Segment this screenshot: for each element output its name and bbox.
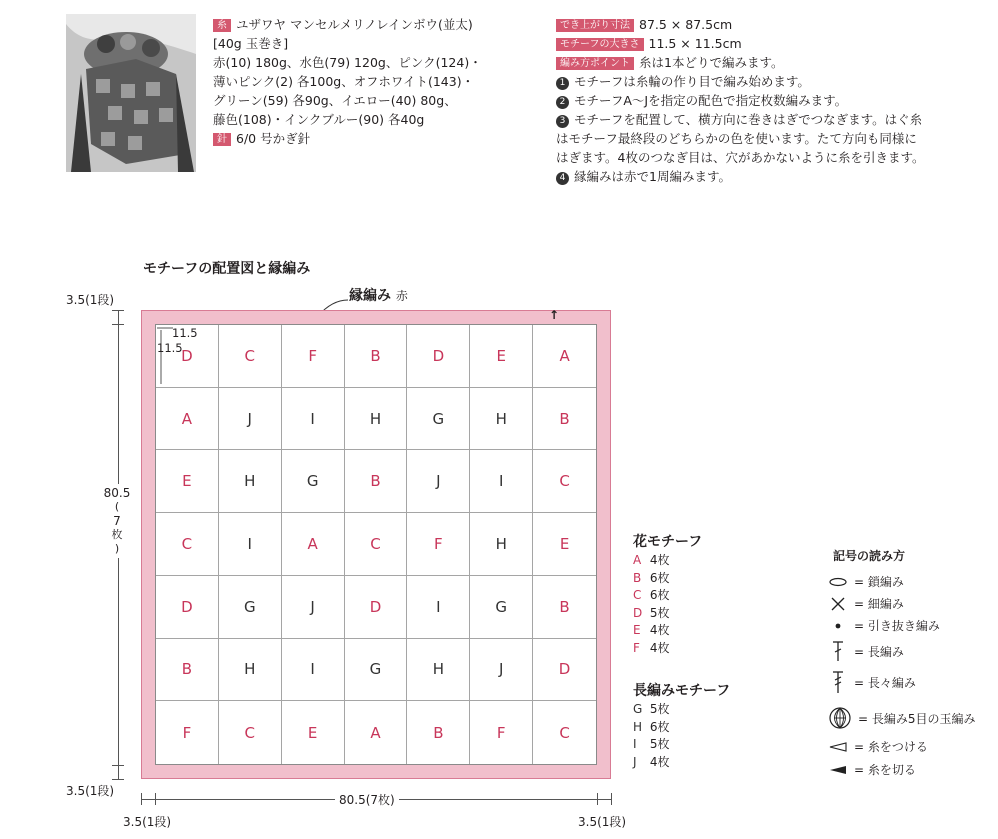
materials-block	[213, 15, 482, 148]
step-number-icon: 3	[556, 115, 569, 128]
motif-cell	[219, 388, 282, 451]
border-color-label: 赤	[395, 289, 408, 303]
motif-cell	[156, 701, 219, 764]
width-dimension-label: 80.5(7枚)	[335, 791, 399, 808]
motif-cell	[156, 450, 219, 513]
dim-tick	[597, 793, 598, 805]
motif-count-f	[633, 640, 669, 658]
chain-stitch-icon	[828, 575, 848, 589]
symbol-text: = 鎖編み	[854, 575, 904, 589]
height-count: 7	[113, 514, 121, 528]
motif-letter: A	[559, 346, 570, 365]
motif-cell	[282, 513, 345, 576]
symbol-text: = 細編み	[854, 597, 904, 611]
motif-letter: C	[244, 723, 256, 742]
motif-count: 5枚	[649, 702, 670, 716]
step-3	[556, 110, 924, 129]
motif-cell	[533, 450, 596, 513]
symbol-text: = 糸をつける	[854, 740, 928, 754]
motif-cell	[407, 576, 470, 639]
step-text: モチーフを配置して、横方向に巻きはぎでつなぎます。はぐ糸	[574, 112, 923, 127]
step-text: 縁編みは赤で1周編みます。	[574, 169, 731, 184]
motif-cell	[345, 576, 408, 639]
symbol-double	[828, 640, 904, 662]
popcorn-stitch-icon	[828, 706, 852, 730]
motif-count-h	[633, 719, 669, 737]
motif-letter: D	[181, 346, 193, 365]
motif-cell	[219, 639, 282, 702]
motif-letter: H	[633, 719, 643, 734]
motif-letter: F	[308, 346, 317, 365]
motif-cell	[345, 513, 408, 576]
finished-size-value: 87.5 × 87.5cm	[639, 17, 733, 32]
motif-letter: I	[498, 472, 504, 491]
motif-letter: C	[559, 723, 570, 742]
step-number-icon: 4	[556, 172, 569, 185]
motif-dim-horizontal: 11.5	[172, 326, 198, 340]
motif-cell	[470, 576, 533, 639]
single-crochet-icon	[828, 597, 848, 611]
motif-letter: A	[181, 409, 193, 428]
finished-size-line	[556, 15, 924, 34]
motif-count-d	[633, 605, 669, 623]
height-dimension-label	[100, 484, 134, 558]
needle-tag: 針	[213, 133, 231, 146]
motif-size-line	[556, 34, 924, 53]
motif-letter: C	[181, 534, 193, 553]
height-count-close: )	[114, 542, 120, 555]
motif-letter: B	[633, 570, 642, 585]
motif-letter: G	[633, 702, 643, 716]
motif-letter: C	[559, 472, 570, 491]
motif-count-g	[633, 701, 669, 719]
dim-tick	[155, 793, 156, 805]
motif-count-c	[633, 587, 669, 605]
points-lead: 糸は1本どりで編みます。	[639, 55, 784, 70]
motif-letter: H	[369, 409, 382, 428]
motif-letter: H	[432, 660, 444, 679]
motif-cell	[470, 388, 533, 451]
points-tag: 編み方ポイント	[556, 57, 634, 70]
motif-count-j	[633, 754, 669, 772]
dim-tick	[112, 310, 124, 311]
motif-cell	[219, 576, 282, 639]
yarn-line	[213, 15, 482, 34]
left-edge-dimension: 3.5(1段)	[123, 815, 172, 829]
motif-letter: B	[370, 346, 381, 365]
motif-count-b	[633, 570, 669, 588]
motif-cell	[219, 513, 282, 576]
motif-letter: G	[243, 597, 256, 616]
border-label	[349, 285, 408, 305]
motif-cell	[282, 325, 345, 388]
double-crochet-icon	[828, 640, 848, 662]
symbol-join	[828, 738, 928, 755]
motif-count: 4枚	[649, 640, 670, 655]
motif-letter: C	[370, 534, 381, 553]
motif-letter: D	[369, 597, 382, 616]
instructions-block	[556, 15, 924, 186]
motif-letter: H	[495, 409, 507, 428]
symbol-chain	[828, 573, 904, 590]
symbol-text: = 引き抜き編み	[854, 619, 940, 633]
symbol-text: = 糸を切る	[854, 763, 916, 777]
motif-count: 4枚	[649, 553, 670, 567]
motif-cell	[219, 450, 282, 513]
dim-tick	[112, 779, 124, 780]
motif-letter: B	[181, 660, 193, 679]
motif-cell	[407, 513, 470, 576]
cut-yarn-icon	[828, 764, 848, 776]
motif-cell	[533, 513, 596, 576]
right-edge-dimension: 3.5(1段)	[578, 815, 627, 829]
symbol-cut	[828, 761, 916, 778]
motif-cell	[345, 388, 408, 451]
motif-cell	[282, 639, 345, 702]
yarn-colors-2: 薄いピンク(2) 各100g、オフホワイト(143)・	[213, 74, 475, 89]
motif-size-value: 11.5 × 11.5cm	[648, 36, 742, 51]
motif-letter: A	[370, 723, 381, 742]
motif-letter: D	[633, 605, 643, 620]
motif-letter: F	[496, 723, 506, 742]
motif-cell	[407, 701, 470, 764]
step-1	[556, 72, 924, 91]
motif-letter: F	[182, 723, 192, 742]
motif-count: 5枚	[649, 605, 670, 620]
motif-cell	[470, 450, 533, 513]
symbol-popcorn	[828, 706, 976, 730]
dim-tick	[112, 765, 124, 766]
motif-cell	[470, 639, 533, 702]
step-text: モチーフは糸輪の作り目で編み始めます。	[574, 74, 810, 89]
motif-cell	[345, 325, 408, 388]
motif-cell	[533, 701, 596, 764]
yarn-ball-size: [40g 玉巻き]	[213, 36, 289, 51]
flower-motif-title: 花モチーフ	[633, 534, 703, 550]
motif-letter: I	[247, 534, 252, 553]
motif-letter: I	[310, 409, 315, 428]
symbol-treble	[828, 670, 916, 694]
top-edge-dimension: 3.5(1段)	[66, 293, 115, 307]
step-3-cont-2: はぎます。4枚のつなぎ目は、穴があかないように糸を引きます。	[556, 150, 925, 165]
motif-cell	[533, 325, 596, 388]
yarn-colors-3: グリーン(59) 各90g、イエロー(40) 80g、	[213, 93, 457, 108]
motif-letter: B	[433, 723, 444, 742]
motif-count: 6枚	[649, 719, 670, 734]
height-count-open: (	[114, 500, 120, 513]
motif-letter: H	[244, 660, 256, 679]
step-3-cont-1: はモチーフ最終段のどちらかの色を使います。たて方向も同様に	[556, 131, 917, 146]
motif-letter: G	[306, 472, 319, 491]
motif-dim-vertical: 11.5	[157, 341, 183, 355]
dim-tick	[611, 793, 612, 805]
motif-letter: E	[496, 346, 506, 365]
symbol-text: = 長編み	[854, 644, 904, 659]
motif-cell	[345, 639, 408, 702]
motif-count: 4枚	[649, 623, 670, 638]
motif-count: 6枚	[649, 588, 670, 603]
motif-cell	[282, 576, 345, 639]
bottom-edge-dimension: 3.5(1段)	[66, 784, 115, 798]
motif-letter: I	[436, 597, 441, 616]
motif-letter: J	[498, 660, 504, 679]
motif-cell	[156, 576, 219, 639]
slip-stitch-icon	[828, 619, 848, 633]
motif-letter: E	[633, 623, 641, 638]
finished-size-tag: でき上がり寸法	[556, 19, 634, 32]
yarn-tag: 糸	[213, 19, 231, 32]
motif-letter: C	[244, 346, 256, 365]
step-2	[556, 91, 924, 110]
long-motif-counts	[633, 701, 669, 771]
join-yarn-icon	[828, 741, 848, 753]
motif-letter: C	[633, 588, 642, 603]
height-unit: 枚	[111, 528, 123, 541]
symbols-title: 記号の読み方	[833, 549, 906, 563]
dim-tick	[141, 793, 142, 805]
motif-cell	[156, 388, 219, 451]
motif-letter: J	[633, 754, 637, 769]
step-4	[556, 167, 924, 186]
needle-size: 6/0 号かぎ針	[236, 131, 311, 146]
border-label-text: 縁編み	[349, 288, 391, 304]
motif-letter: E	[182, 472, 192, 491]
symbol-slip	[828, 617, 940, 634]
symbol-text: = 長々編み	[854, 675, 916, 690]
motif-count-e	[633, 622, 669, 640]
motif-count-a	[633, 552, 669, 570]
motif-grid	[155, 324, 597, 765]
motif-letter: J	[310, 597, 315, 616]
symbol-text: = 長編み5目の玉編み	[858, 711, 976, 726]
motif-letter: H	[244, 472, 256, 491]
motif-cell	[407, 325, 470, 388]
product-photo	[66, 14, 196, 172]
motif-cell	[407, 639, 470, 702]
motif-count-i	[633, 736, 669, 754]
motif-cell	[533, 576, 596, 639]
motif-cell	[219, 325, 282, 388]
motif-cell	[470, 701, 533, 764]
motif-count: 6枚	[649, 570, 670, 585]
motif-letter: F	[434, 534, 443, 553]
motif-letter: G	[369, 660, 382, 679]
motif-letter: J	[436, 472, 441, 491]
step-text: モチーフA～Jを指定の配色で指定枚数編みます。	[574, 93, 848, 108]
step-number-icon: 1	[556, 77, 569, 90]
diagram-title: モチーフの配置図と縁編み	[143, 261, 311, 277]
dim-tick	[112, 324, 124, 325]
shawl-photo-illustration	[66, 14, 196, 172]
motif-cell	[345, 450, 408, 513]
motif-cell	[282, 388, 345, 451]
start-arrow-icon: ↑	[549, 308, 560, 322]
motif-letter: D	[181, 597, 193, 616]
motif-count: 5枚	[649, 737, 670, 752]
motif-letter: B	[559, 409, 570, 428]
motif-letter: D	[558, 660, 571, 679]
motif-cell	[282, 701, 345, 764]
motif-cell	[533, 388, 596, 451]
motif-letter: H	[495, 534, 507, 553]
motif-cell	[470, 325, 533, 388]
motif-cell	[345, 701, 408, 764]
symbol-single	[828, 595, 904, 612]
flower-motif-counts	[633, 552, 669, 658]
yarn-colors-4: 藤色(108)・インクブルー(90) 各40g	[213, 112, 425, 127]
motif-cell	[470, 513, 533, 576]
motif-size-tag: モチーフの大きさ	[556, 38, 644, 51]
motif-cell	[407, 388, 470, 451]
motif-letter: F	[633, 640, 640, 655]
motif-cell	[219, 701, 282, 764]
treble-crochet-icon	[828, 670, 848, 694]
motif-letter: E	[559, 534, 570, 553]
height-value: 80.5	[103, 486, 131, 500]
motif-cell	[533, 639, 596, 702]
needle-line	[213, 129, 482, 148]
motif-cell	[156, 513, 219, 576]
motif-letter: G	[495, 597, 508, 616]
motif-letter: I	[633, 737, 637, 752]
motif-letter: A	[307, 534, 318, 553]
motif-letter: J	[247, 409, 252, 428]
motif-count: 4枚	[649, 754, 670, 769]
motif-letter: B	[370, 472, 381, 491]
motif-cell	[282, 450, 345, 513]
yarn-brand: ユザワヤ マンセルメリノレインボウ(並太)	[236, 17, 473, 32]
motif-letter: D	[432, 346, 445, 365]
motif-letter: A	[633, 553, 642, 567]
long-motif-title: 長編みモチーフ	[633, 683, 731, 699]
motif-letter: E	[307, 723, 318, 742]
motif-letter: I	[310, 660, 315, 679]
motif-cell	[156, 639, 219, 702]
points-line	[556, 53, 924, 72]
step-number-icon: 2	[556, 96, 569, 109]
motif-cell	[407, 450, 470, 513]
motif-letter: B	[559, 597, 570, 616]
motif-letter: G	[432, 409, 445, 428]
yarn-colors-1: 赤(10) 180g、水色(79) 120g、ピンク(124)・	[213, 55, 482, 70]
